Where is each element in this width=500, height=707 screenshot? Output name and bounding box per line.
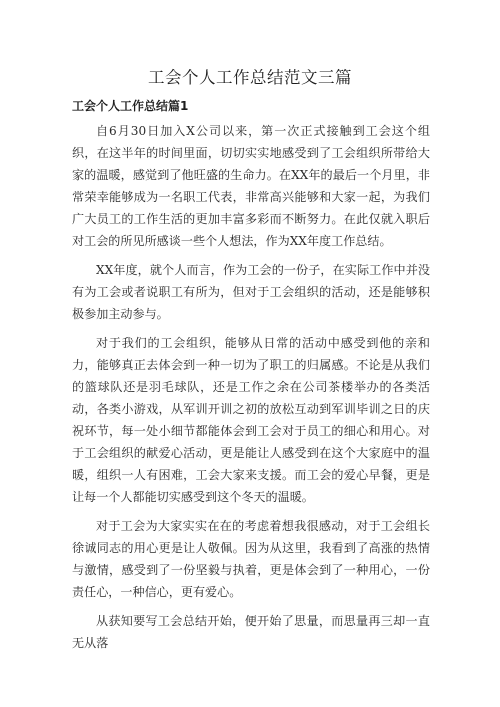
document-title: 工会个人工作总结范文三篇 <box>148 68 352 87</box>
paragraph: 从获知要写工会总结开始，便开始了思量，而思量再三却一直无从落 <box>72 614 430 650</box>
document-body <box>72 120 430 661</box>
paragraph: XX年度，就个人而言，作为工会的一份子，在实际工作中并没有为工会或者说职工有所为，但对于工会组织的活动，还是能够积极参加主动参与。 <box>72 263 430 321</box>
paragraph: 对于工会为大家实实在在的考虑着想我很感动，对于工会组长徐诚同志的用心更是让人敬佩。因为从这里，我看到了高涨的热情与激情，感受到了一份坚毅与执着，更是体会到了一种用心，一份责任心，一种信心，更有爱心。 <box>72 519 430 599</box>
section-heading: 工会个人工作总结篇1 <box>72 99 189 113</box>
paragraph: 自6月30日加入X公司以来，第一次正式接触到工会这个组织，在这半年的时间里面，切切实实地感受到了工会组织所带给大家的温暖，感觉到了他旺盛的生命力。在XX年的最后一个月里，非常荣幸能够成为一名职工代表，非常高兴能够和大家一起，为我们广大员工的工作生活的更加丰富多彩而不断努力。在此仅就入职后对工会的所见所感谈一些个人想法，作为XX年度工作总结。 <box>72 124 430 248</box>
paragraph: 对于我们的工会组织，能够从日常的活动中感受到他的亲和力，能够真正去体会到一种一切为了职工的归属感。不论是从我们的篮球队还是羽毛球队，还是工作之余在公司茶楼举办的各类活动，各类小游戏，从军训开训之初的放松互动到军训毕训之日的庆祝环节，每一处小细节都能体会到工会对于员工的细心和用心。对于工会组织的献爱心活动，更是能让人感受到在这个大家庭中的温暖，组织一人有困难，工会大家来支援。而工会的爱心早餐，更是让每一个人都能切实感受到这个冬天的温暖。 <box>72 336 430 504</box>
